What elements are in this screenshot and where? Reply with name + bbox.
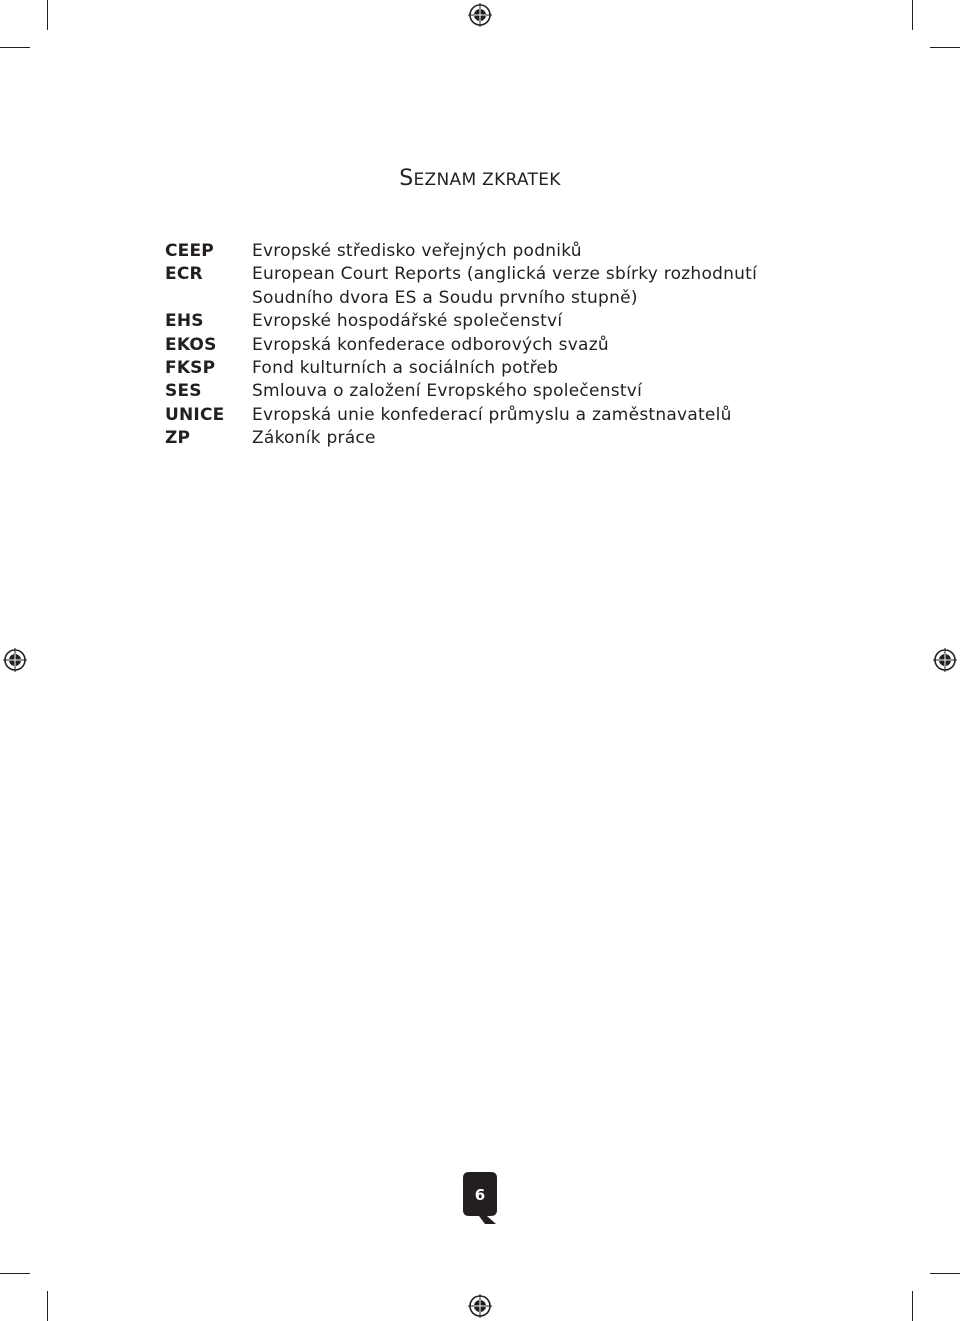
crop-mark-bottom-right-horizontal — [930, 1273, 960, 1274]
crop-mark-top-right-vertical — [912, 0, 913, 30]
definition-line: Soudního dvora ES a Soudu prvního stupně) — [252, 287, 638, 308]
abbreviation-row-ceep — [165, 240, 805, 263]
abbreviation-row-ekos — [165, 334, 805, 357]
abbreviation-term: UNICE — [165, 404, 225, 425]
page-number-badge — [463, 1172, 497, 1224]
crop-mark-bottom-left-vertical — [47, 1291, 48, 1321]
crop-mark-bottom-right-vertical — [912, 1291, 913, 1321]
abbreviation-row-ecr — [165, 263, 805, 310]
abbreviation-list — [165, 240, 805, 451]
crop-mark-bottom-left-horizontal — [0, 1273, 30, 1274]
abbreviation-row-unice — [165, 404, 805, 427]
definition-line: Fond kulturních a sociálních potřeb — [252, 357, 559, 378]
page-number: 6 — [474, 1186, 486, 1204]
registration-mark-top-icon — [468, 3, 492, 27]
abbreviation-term: SES — [165, 381, 202, 402]
abbreviation-row-fksp — [165, 357, 805, 380]
crop-mark-top-left-horizontal — [0, 47, 30, 48]
abbreviation-definition — [252, 404, 805, 427]
crop-mark-top-right-horizontal — [930, 47, 960, 48]
abbreviation-term: ECR — [165, 264, 203, 285]
abbreviation-row-zp — [165, 427, 805, 450]
definition-line: Evropská konfederace odborových svazů — [252, 334, 609, 355]
page-title-rest: EZNAM ZKRATEK — [413, 170, 561, 190]
abbreviation-definition — [252, 357, 805, 380]
abbreviation-definition — [252, 427, 805, 450]
abbreviation-term: EKOS — [165, 334, 217, 355]
page-title — [0, 166, 960, 191]
abbreviation-definition — [252, 380, 805, 403]
registration-mark-left-icon — [3, 648, 27, 672]
abbreviation-term: EHS — [165, 311, 204, 332]
abbreviation-definition — [252, 263, 805, 310]
abbreviation-definition — [252, 310, 805, 333]
definition-line: European Court Reports (anglická verze sbírky rozhodnutí — [252, 264, 758, 285]
registration-mark-right-icon — [933, 648, 957, 672]
crop-mark-top-left-vertical — [47, 0, 48, 30]
definition-line: Smlouva o založení Evropského společenství — [252, 381, 643, 402]
definition-line: Evropské hospodářské společenství — [252, 311, 563, 332]
abbreviation-term: ZP — [165, 428, 191, 449]
abbreviation-definition — [252, 334, 805, 357]
page-title-initial: S — [399, 166, 414, 191]
abbreviation-row-ses — [165, 380, 805, 403]
registration-mark-bottom-icon — [468, 1294, 492, 1318]
definition-line: Evropská unie konfederací průmyslu a zaměstnavatelů — [252, 404, 732, 425]
abbreviation-term: CEEP — [165, 241, 214, 261]
definition-line: Evropské středisko veřejných podniků — [252, 241, 582, 261]
abbreviation-term: FKSP — [165, 357, 216, 378]
abbreviation-row-ehs — [165, 310, 805, 333]
abbreviation-definition — [252, 240, 805, 263]
definition-line: Zákoník práce — [252, 428, 376, 449]
